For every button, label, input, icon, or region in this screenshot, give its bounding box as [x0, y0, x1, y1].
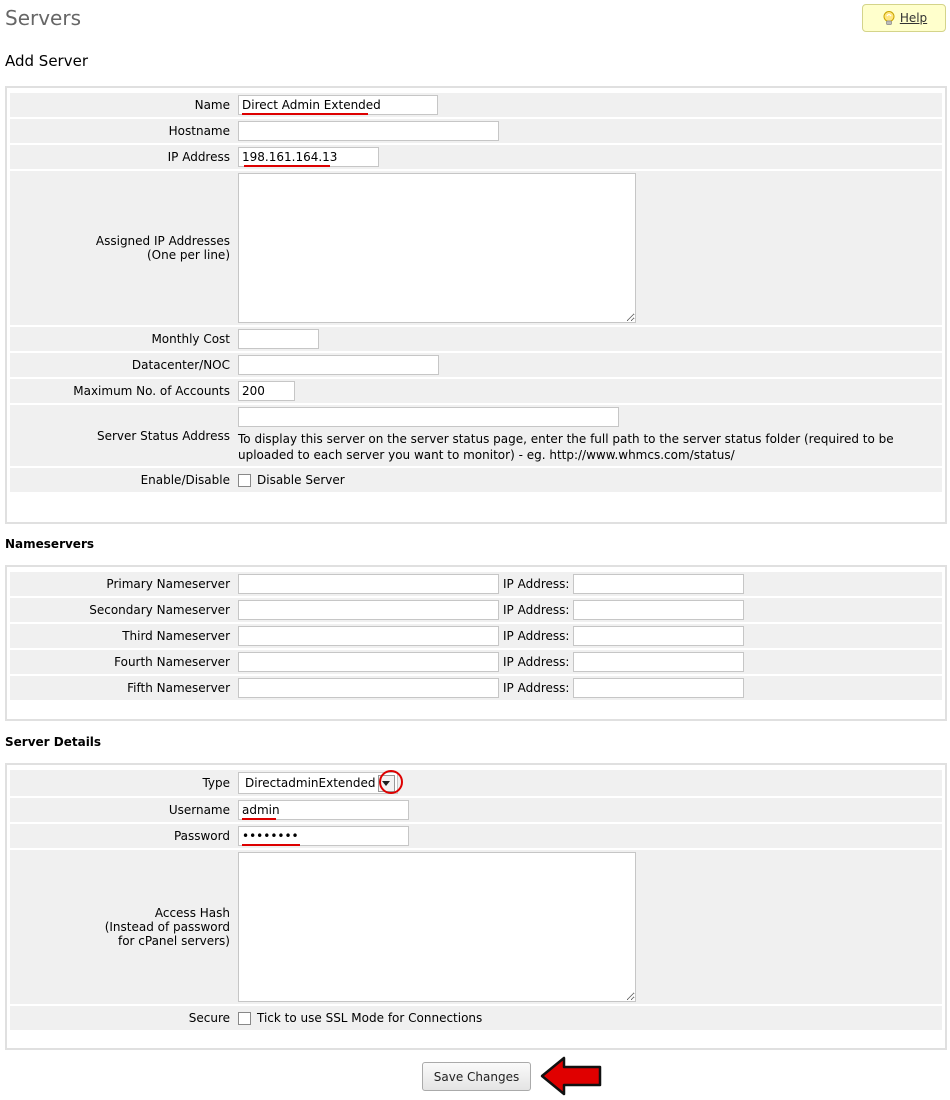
- ip-address-label: IP Address: [10, 145, 236, 169]
- access-hash-label: Access Hash: [154, 906, 230, 920]
- password-input[interactable]: [238, 826, 409, 846]
- fifth-ns-input[interactable]: [238, 678, 499, 698]
- type-select[interactable]: [238, 772, 398, 794]
- status-address-help: To display this server on the server status page, enter the full path to the server status folder (required to be uploaded to each server you want to monitor) - eg. http://www.whmcs.com/status/: [238, 432, 894, 462]
- ns-row: [10, 598, 942, 622]
- assigned-ips-sublabel: (One per line): [146, 248, 230, 262]
- add-server-heading: Add Server: [5, 52, 88, 70]
- name-input[interactable]: [238, 95, 438, 115]
- max-accounts-label: Maximum No. of Accounts: [10, 379, 236, 403]
- row-name: [10, 93, 942, 117]
- status-address-input[interactable]: [238, 407, 619, 427]
- fifth-ns-label: Fifth Nameserver: [10, 676, 236, 700]
- password-annotation-underline: [242, 844, 300, 846]
- ns-row: [10, 572, 942, 596]
- ns-row: [10, 624, 942, 648]
- page-title: Servers: [5, 6, 82, 30]
- access-hash-textarea[interactable]: [238, 852, 636, 1002]
- row-username: [10, 798, 942, 822]
- secondary-ns-ip-label: IP Address:: [503, 602, 570, 617]
- row-secure: [10, 1006, 942, 1030]
- enable-disable-label: Enable/Disable: [10, 468, 236, 492]
- server-details-panel: [5, 763, 947, 1050]
- name-annotation-underline: [242, 113, 368, 115]
- third-ns-ip-label: IP Address:: [503, 628, 570, 643]
- username-label: Username: [10, 798, 236, 822]
- access-hash-sublabel-1: (Instead of password: [104, 920, 230, 934]
- max-accounts-input[interactable]: [238, 381, 295, 401]
- username-annotation-underline: [242, 818, 276, 820]
- row-status-address: [10, 405, 942, 466]
- chevron-down-icon: [382, 781, 390, 786]
- password-label: Password: [10, 824, 236, 848]
- row-type: [10, 770, 942, 796]
- nameservers-form: [10, 570, 942, 702]
- ip-annotation-underline: [244, 165, 330, 167]
- status-address-label: Server Status Address: [10, 405, 236, 466]
- third-ns-label: Third Nameserver: [10, 624, 236, 648]
- primary-ns-input[interactable]: [238, 574, 499, 594]
- monthly-cost-label: Monthly Cost: [10, 327, 236, 351]
- nameservers-panel: [5, 565, 947, 721]
- row-assigned-ips: [10, 171, 942, 325]
- ns-row: [10, 676, 942, 700]
- server-details-heading: Server Details: [5, 735, 102, 749]
- datacenter-label: Datacenter/NOC: [10, 353, 236, 377]
- row-ip: [10, 145, 942, 169]
- type-dropdown-toggle[interactable]: [378, 775, 395, 792]
- nameservers-heading: Nameservers: [5, 537, 95, 551]
- disable-server-checkbox[interactable]: [238, 474, 251, 487]
- server-form: [10, 91, 942, 494]
- row-max-accounts: [10, 379, 942, 403]
- hostname-input[interactable]: [238, 121, 499, 141]
- server-panel: [5, 86, 947, 524]
- assigned-ips-label: Assigned IP Addresses: [95, 234, 230, 248]
- save-changes-button[interactable]: Save Changes: [422, 1062, 531, 1091]
- row-hostname: [10, 119, 942, 143]
- hostname-label: Hostname: [10, 119, 236, 143]
- server-details-form: [10, 768, 942, 1032]
- fifth-ns-ip-input[interactable]: [573, 678, 744, 698]
- lightbulb-icon: [881, 10, 897, 26]
- primary-ns-ip-label: IP Address:: [503, 576, 570, 591]
- type-selected-value: DirectadminExtended: [245, 776, 376, 790]
- fourth-ns-ip-input[interactable]: [573, 652, 744, 672]
- datacenter-input[interactable]: [238, 355, 439, 375]
- assigned-ips-textarea[interactable]: [238, 173, 636, 323]
- annotation-arrow-icon: [540, 1056, 604, 1096]
- fourth-ns-ip-label: IP Address:: [503, 654, 570, 669]
- fifth-ns-ip-label: IP Address:: [503, 680, 570, 695]
- help-button[interactable]: [862, 4, 946, 32]
- help-link[interactable]: Help: [899, 11, 928, 25]
- secondary-ns-input[interactable]: [238, 600, 499, 620]
- third-ns-ip-input[interactable]: [573, 626, 744, 646]
- disable-server-label: Disable Server: [257, 473, 345, 487]
- row-enable: [10, 468, 942, 492]
- row-monthly-cost: [10, 327, 942, 351]
- access-hash-sublabel-2: for cPanel servers): [117, 934, 230, 948]
- fourth-ns-input[interactable]: [238, 652, 499, 672]
- ssl-checkbox-label: Tick to use SSL Mode for Connections: [257, 1011, 483, 1025]
- username-input[interactable]: [238, 800, 409, 820]
- fourth-ns-label: Fourth Nameserver: [10, 650, 236, 674]
- row-access-hash: [10, 850, 942, 1004]
- name-label: Name: [10, 93, 236, 117]
- third-ns-input[interactable]: [238, 626, 499, 646]
- primary-ns-ip-input[interactable]: [573, 574, 744, 594]
- ip-address-input[interactable]: [238, 147, 379, 167]
- row-datacenter: [10, 353, 942, 377]
- type-label: Type: [10, 770, 236, 796]
- secondary-ns-ip-input[interactable]: [573, 600, 744, 620]
- row-password: [10, 824, 942, 848]
- monthly-cost-input[interactable]: [238, 329, 319, 349]
- secondary-ns-label: Secondary Nameserver: [10, 598, 236, 622]
- ns-row: [10, 650, 942, 674]
- secure-label: Secure: [10, 1006, 236, 1030]
- ssl-checkbox[interactable]: [238, 1012, 251, 1025]
- primary-ns-label: Primary Nameserver: [10, 572, 236, 596]
